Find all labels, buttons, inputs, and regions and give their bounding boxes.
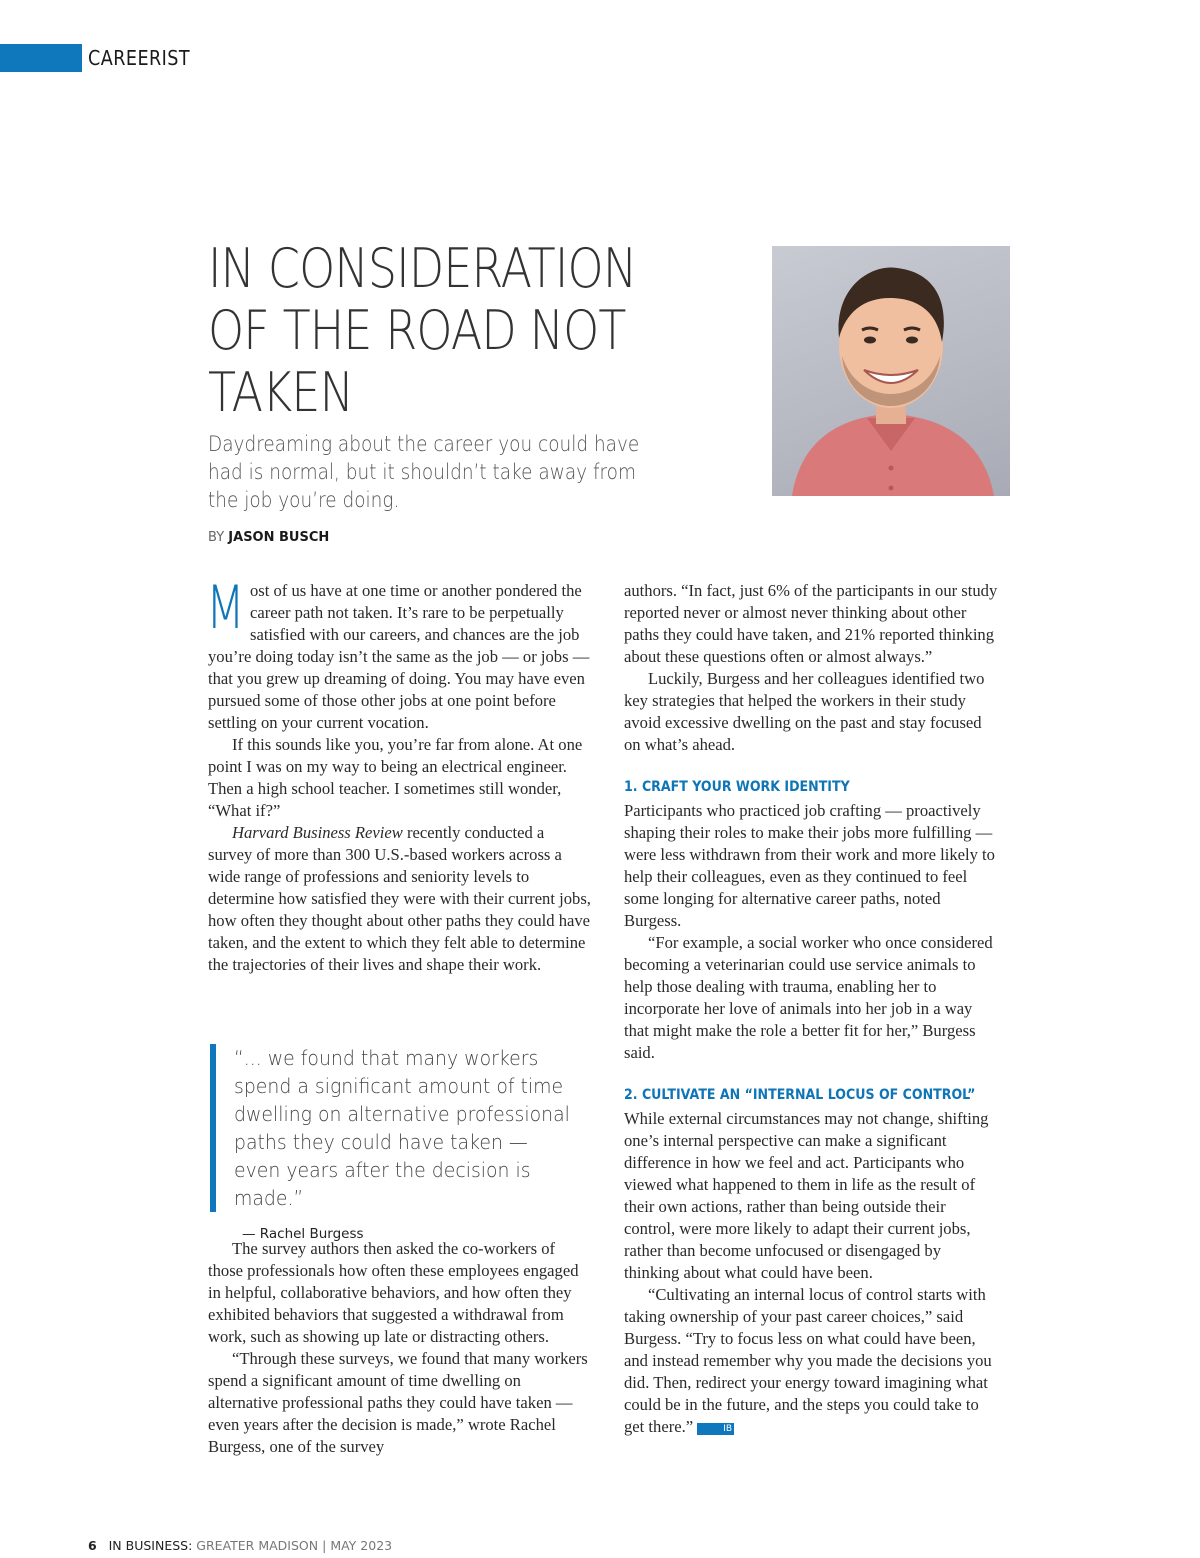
paragraph: While external circumstances may not change, shifting one’s internal perspective can make a significant difference in how we feel and act. Participants who viewed what happened to them in life as the result of their own actions, rather than being outside their control, were more likely to adapt their current jobs, rather than become unfocused or disengaged by thinking about what could have been. (624, 1109, 989, 1282)
body-column-1-top (206, 573, 592, 976)
pull-quote (210, 1044, 596, 1242)
body-column-1-bottom (208, 1238, 592, 1458)
paragraph: The survey authors then asked the co-workers of those professionals how often these employees engaged in helpful, collaborative behaviors, and how often they exhibited behaviors that suggested a withdrawal from work, such as showing up late or distracting others. (208, 1239, 579, 1346)
article-deck: Daydreaming about the career you could have had is normal, but it shouldn’t take away from the job you’re doing. (208, 432, 640, 512)
pull-quote-author: Rachel Burgess (259, 1226, 364, 1242)
body-column-2 (624, 580, 998, 1438)
page-number: 6 (88, 1538, 97, 1553)
edition-name: GREATER MADISON (196, 1538, 319, 1553)
section-label: CAREERIST (88, 46, 191, 70)
section-tab-bar (0, 44, 82, 72)
page-footer (88, 1538, 392, 1553)
article-headline: IN CONSIDERATION OF THE ROAD NOT TAKEN (208, 237, 637, 424)
subhead-internal-locus: 2. CULTIVATE AN “INTERNAL LOCUS OF CONTROL” (624, 1087, 976, 1103)
paragraph: authors. “In fact, just 6% of the participants in our study reported never or almost never thinking about other paths they could have taken, and 21% reported thinking about these questions often or almost always.” (624, 581, 998, 666)
author-portrait-illustration (772, 246, 1010, 496)
author-photo (772, 246, 1010, 496)
issue-date: MAY 2023 (330, 1538, 393, 1553)
paragraph (206, 573, 592, 734)
publication-name: IN BUSINESS: (108, 1538, 193, 1553)
paragraph: “Through these surveys, we found that many workers spend a significant amount of time dwelling on alternative professional paths they could have taken — even years after the decision is made,” wrote Rachel Burgess, one of the survey (208, 1349, 588, 1456)
paragraph-text: “Cultivating an internal locus of control starts with taking ownership of your past career choices,” said Burgess. “Try to focus less on what could have been, and instead remember why you made the decisions you did. Then, redirect your energy toward imagining what could be in the future, and the steps you could take to get there.” (624, 1285, 992, 1436)
paragraph: If this sounds like you, you’re far from alone. At one point I was on my way to being an electrical engineer. Then a high school teacher. I sometimes still wonder, “What if?” (208, 735, 583, 820)
paragraph (208, 822, 592, 976)
byline (208, 530, 329, 545)
publication-title: Harvard Business Review (232, 823, 403, 842)
paragraph-text: ost of us have at one time or another pondered the career path not taken. It’s rare to be perpetually satisfied with our careers, and chances are the job you’re doing today isn’t the same as the job — or jobs — that you grew up dreaming of doing. You may have even pursued some of those other jobs at one point before settling on your current vocation. (208, 581, 590, 732)
subhead-craft-work-identity: 1. CRAFT YOUR WORK IDENTITY (624, 779, 850, 795)
byline-prefix: BY (208, 530, 225, 545)
drop-cap: M (206, 573, 245, 643)
pull-quote-text: “... we found that many workers spend a significant amount of time dwelling on alternative professional paths they could have taken — even years after the decision is made.” (234, 1046, 570, 1210)
footer-separator: | (322, 1538, 327, 1553)
end-mark-icon: IB (697, 1423, 734, 1435)
pull-quote-dash: — (242, 1226, 256, 1242)
paragraph (624, 1284, 998, 1438)
paragraph: Participants who practiced job crafting — proactively shaping their roles to make their jobs more fulfilling — were less withdrawn from their work and more likely to help their colleagues, even as they continued to feel some longing for alternative career paths, noted Burgess. (624, 801, 995, 930)
paragraph: Luckily, Burgess and her colleagues identified two key strategies that helped the workers in their study avoid excessive dwelling on the past and stay focused on what’s ahead. (624, 669, 985, 754)
paragraph: “For example, a social worker who once considered becoming a veterinarian could use service animals to help those dealing with trauma, enabling her to incorporate her love of animals into her job in a way that might make the role a better fit for her,” Burgess said. (624, 933, 993, 1062)
author-name: JASON BUSCH (228, 530, 330, 545)
paragraph-text: recently conducted a survey of more than 300 U.S.-based workers across a wide range of professions and seniority levels to determine how satisfied they were with their current jobs, how often they thought about other paths they could have taken, and the extent to which they felt able to determine the trajectories of their lives and shape their work. (208, 823, 591, 974)
